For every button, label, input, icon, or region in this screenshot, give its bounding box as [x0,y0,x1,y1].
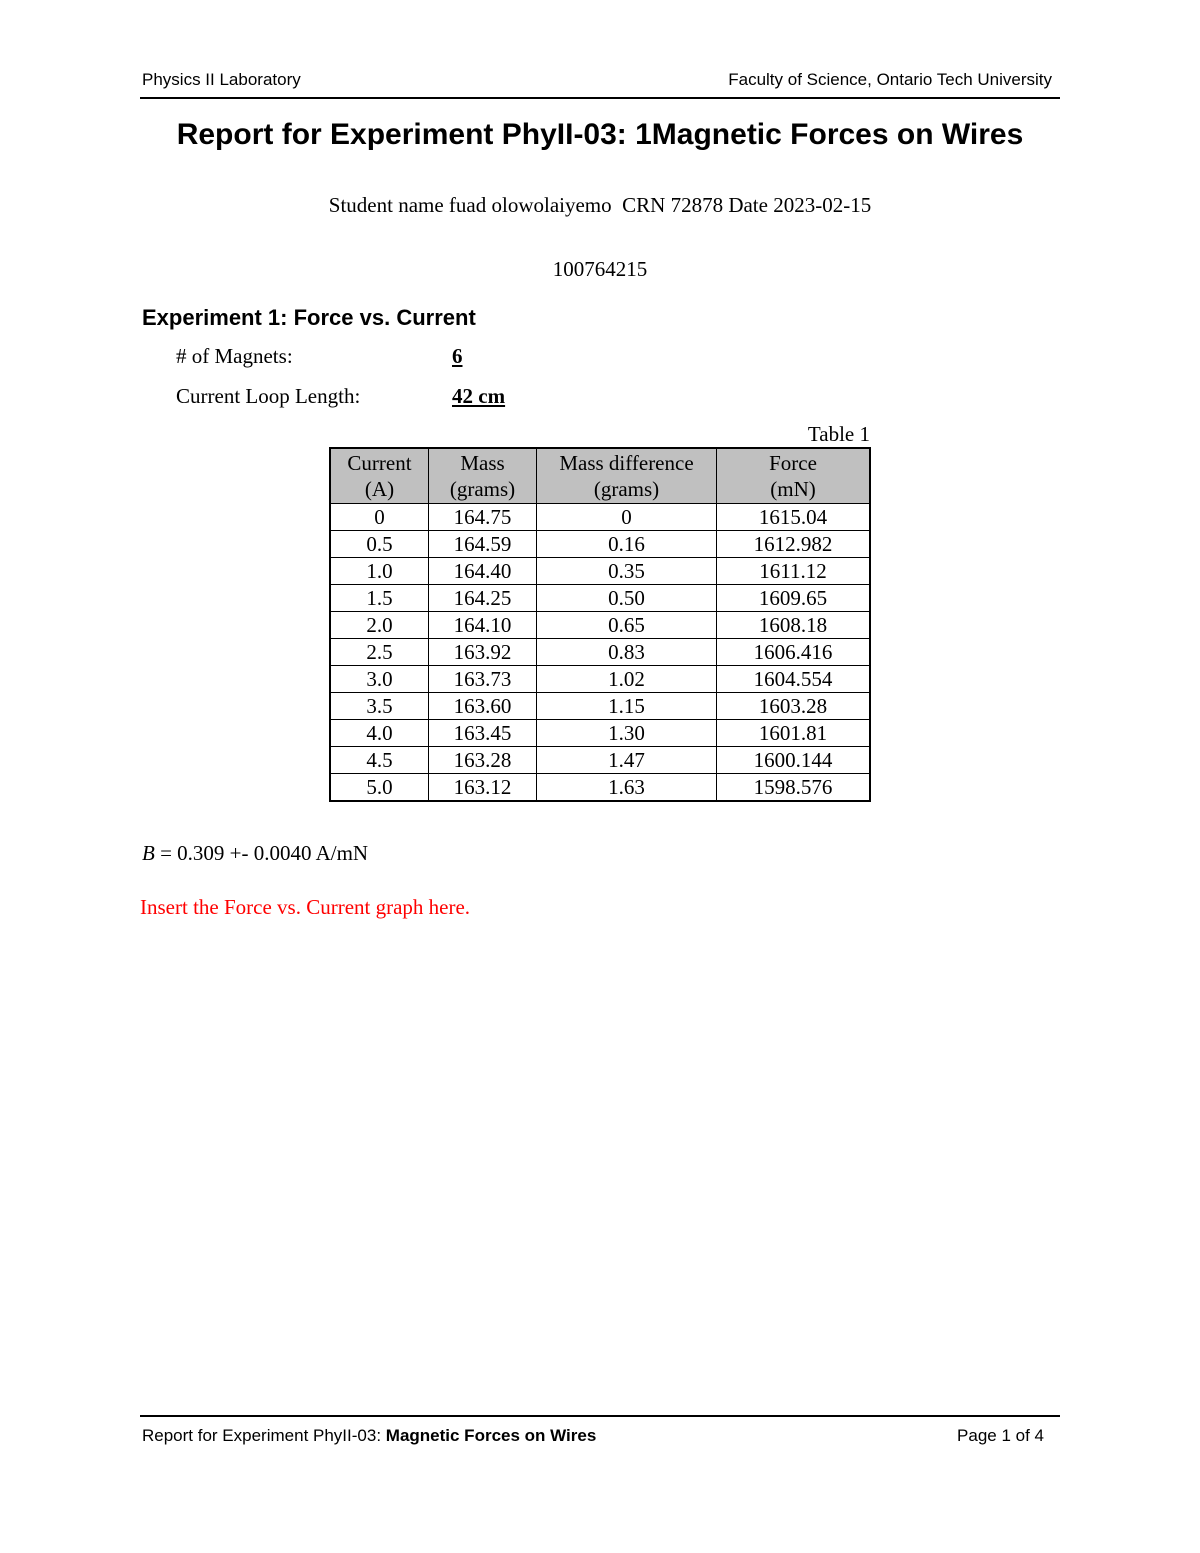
cell-current: 1.0 [330,558,429,585]
cell-force: 1609.65 [717,585,871,612]
cell-mass-difference: 0.50 [537,585,717,612]
header-force: Force (mN) [717,448,871,504]
cell-mass-difference: 0.35 [537,558,717,585]
cell-mass: 163.73 [429,666,537,693]
insert-graph-note: Insert the Force vs. Current graph here. [140,895,471,919]
magnets-label: # of Magnets: [176,344,293,368]
cell-mass: 163.12 [429,774,537,802]
loop-length-label: Current Loop Length: [176,384,361,408]
cell-mass: 164.75 [429,504,537,531]
cell-force: 1603.28 [717,693,871,720]
cell-current: 0.5 [330,531,429,558]
cell-current: 1.5 [330,585,429,612]
footer-left [142,1426,596,1446]
cell-force: 1612.982 [717,531,871,558]
footer-bold-title: Magnetic Forces on Wires [385,1426,597,1445]
cell-current: 3.5 [330,693,429,720]
cell-force: 1615.04 [717,504,871,531]
cell-mass-difference: 1.02 [537,666,717,693]
cell-mass: 164.25 [429,585,537,612]
b-symbol: B [142,841,155,865]
cell-current: 0 [330,504,429,531]
student-id: 100764215 [552,257,648,281]
experiment-heading: Experiment 1: Force vs. Current [142,305,476,330]
cell-mass-difference: 0.83 [537,639,717,666]
table-row [330,585,870,612]
table-row [330,504,870,531]
footer-divider [140,1415,1060,1417]
magnetic-field-result [142,841,368,866]
table-row [330,639,870,666]
table-row [330,558,870,585]
data-table [329,447,871,802]
cell-mass-difference: 0.16 [537,531,717,558]
table-row [330,693,870,720]
magnets-value: 6 [452,344,463,368]
cell-current: 4.0 [330,720,429,747]
header-mass-difference: Mass difference (grams) [537,448,717,504]
cell-force: 1601.81 [717,720,871,747]
cell-mass-difference: 0 [537,504,717,531]
table-row [330,531,870,558]
loop-length-value: 42 cm [452,384,506,408]
header-left: Physics II Laboratory [142,70,301,89]
table-caption: Table 1 [807,422,870,446]
cell-mass: 163.60 [429,693,537,720]
cell-mass-difference: 1.63 [537,774,717,802]
cell-mass: 163.45 [429,720,537,747]
cell-current: 3.0 [330,666,429,693]
cell-force: 1598.576 [717,774,871,802]
table-row [330,666,870,693]
cell-mass: 164.59 [429,531,537,558]
b-value: = 0.309 +- 0.0040 A/mN [154,841,369,865]
table-row [330,612,870,639]
cell-force: 1611.12 [717,558,871,585]
student-info: Student name fuad olowolaiyemo CRN 72878 Date 2023-02-15 [328,193,872,217]
page-title: Report for Experiment PhyII-03: 1Magnetic Forces on Wires [176,118,1024,151]
footer-prefix: Report for Experiment PhyII-03: [142,1426,386,1445]
cell-force: 1606.416 [717,639,871,666]
cell-mass-difference: 1.15 [537,693,717,720]
header-divider [140,97,1060,99]
header-mass: Mass (grams) [429,448,537,504]
page-number: Page 1 of 4 [957,1426,1044,1445]
cell-force: 1604.554 [717,666,871,693]
cell-mass-difference: 1.47 [537,747,717,774]
cell-mass: 163.28 [429,747,537,774]
table-row [330,747,870,774]
cell-mass: 163.92 [429,639,537,666]
cell-current: 5.0 [330,774,429,802]
cell-force: 1608.18 [717,612,871,639]
header-current: Current (A) [330,448,429,504]
table-row [330,774,870,802]
cell-current: 2.5 [330,639,429,666]
table-header-row [330,448,870,504]
cell-current: 4.5 [330,747,429,774]
header-right: Faculty of Science, Ontario Tech University [728,70,1052,89]
cell-current: 2.0 [330,612,429,639]
cell-mass: 164.40 [429,558,537,585]
cell-mass-difference: 1.30 [537,720,717,747]
cell-mass: 164.10 [429,612,537,639]
cell-force: 1600.144 [717,747,871,774]
table-row [330,720,870,747]
cell-mass-difference: 0.65 [537,612,717,639]
